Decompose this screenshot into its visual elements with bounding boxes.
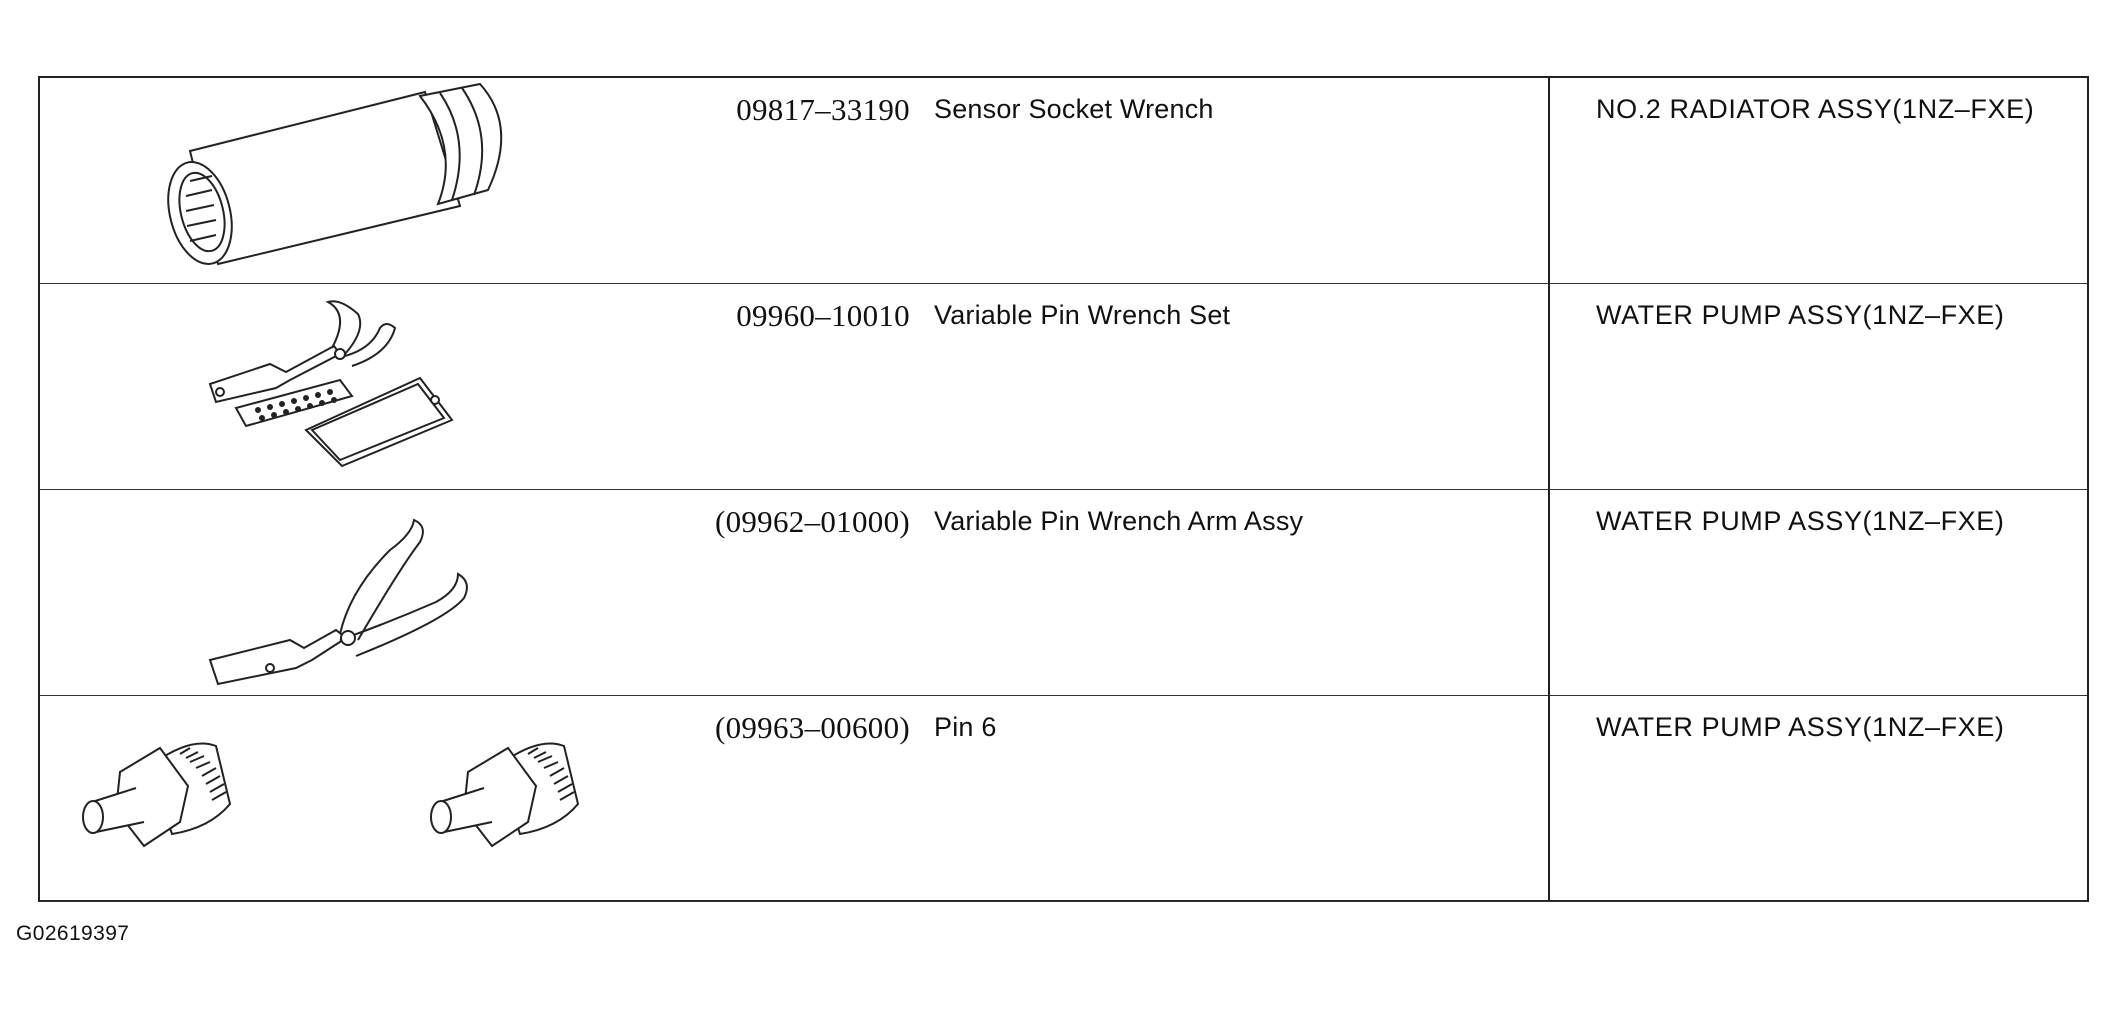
tool-name: Pin 6: [934, 712, 997, 742]
table-row: [40, 490, 2087, 696]
figure-code: G02619397: [16, 922, 130, 945]
usage-location: WATER PUMP ASSY(1NZ–FXE): [1596, 712, 2005, 742]
pin-wrench-arm-icon: [40, 490, 620, 696]
column-divider: [1548, 78, 1550, 900]
part-number: (09962–01000): [714, 504, 910, 539]
table-row: [40, 78, 2087, 284]
tool-name: Sensor Socket Wrench: [934, 94, 1214, 124]
part-number: 09960–10010: [736, 298, 910, 333]
table-row: [40, 696, 2087, 902]
table-row: [40, 284, 2087, 490]
tool-name: Variable Pin Wrench Arm Assy: [934, 506, 1304, 536]
special-service-tools-table: [38, 76, 2089, 902]
sensor-socket-wrench-icon: [40, 78, 620, 284]
pin-6-icon: [40, 696, 620, 902]
usage-location: WATER PUMP ASSY(1NZ–FXE): [1596, 300, 2005, 330]
usage-location: NO.2 RADIATOR ASSY(1NZ–FXE): [1596, 94, 2035, 124]
part-number: 09817–33190: [736, 92, 910, 127]
pin-wrench-set-icon: [40, 284, 620, 490]
usage-location: WATER PUMP ASSY(1NZ–FXE): [1596, 506, 2005, 536]
part-number: (09963–00600): [714, 710, 910, 745]
tool-name: Variable Pin Wrench Set: [934, 300, 1231, 330]
